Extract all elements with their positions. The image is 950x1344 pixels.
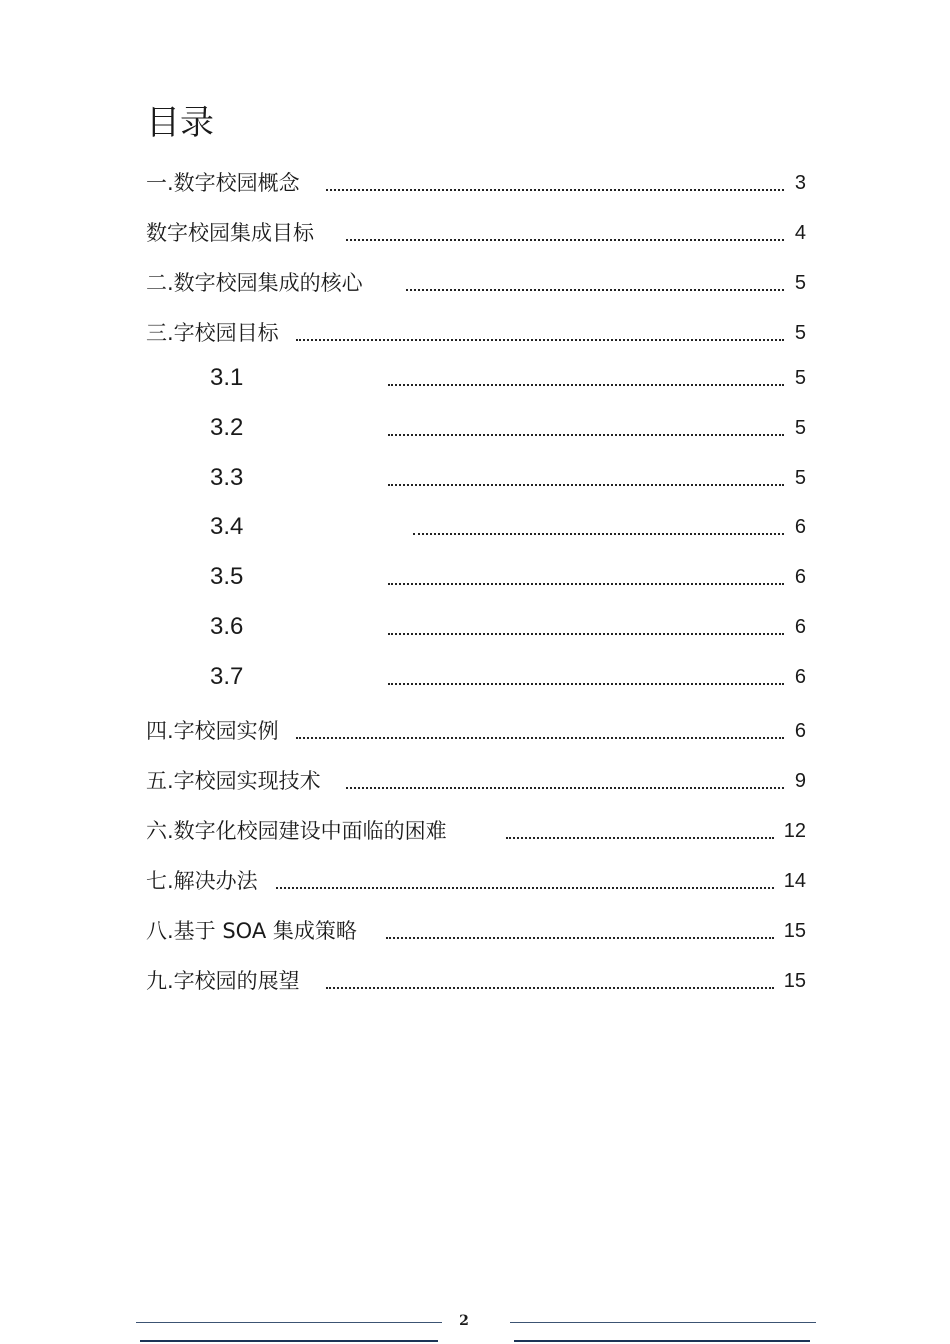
toc-entry-page: 14 (781, 866, 806, 896)
toc-entry[interactable] (146, 966, 806, 996)
toc-subentry[interactable] (146, 562, 806, 592)
toc-entry[interactable] (146, 218, 806, 248)
footer-rule-left-top (136, 1322, 442, 1323)
toc-subentry[interactable] (146, 512, 806, 542)
toc-subentry-label: 3.5 (210, 562, 247, 592)
toc-title: 目录 (146, 103, 214, 143)
toc-subentry-page: 6 (792, 612, 806, 642)
toc-entry-label: 八.基于 SOA 集成策略 (146, 916, 361, 946)
toc-entry-page: 12 (781, 816, 806, 846)
toc-subentry[interactable] (146, 662, 806, 692)
toc-subentry-label: 3.7 (210, 662, 247, 692)
toc-entry-page: 3 (792, 168, 806, 198)
toc-entry-label: 六.数字化校园建设中面临的困难 (146, 816, 451, 846)
toc-entry-page: 9 (792, 766, 806, 796)
toc-entry-page: 15 (781, 916, 806, 946)
toc-subentry-page: 5 (792, 463, 806, 493)
footer-page-number: 2 (459, 1313, 469, 1329)
toc-subentry-label: 3.4 (210, 512, 247, 542)
toc-entry-label: 五.字校园实现技术 (146, 766, 325, 796)
toc-subentry-page: 6 (792, 562, 806, 592)
toc-entry[interactable] (146, 268, 806, 298)
toc-entry-label: 九.字校园的展望 (146, 966, 304, 996)
toc-entry-label: 一.数字校园概念 (146, 168, 304, 198)
toc-entry[interactable] (146, 766, 806, 796)
toc-entry[interactable] (146, 168, 806, 198)
toc-entry-page: 4 (792, 218, 806, 248)
toc-entry[interactable] (146, 916, 806, 946)
footer-rule-left-bottom (140, 1340, 438, 1342)
toc-entry-label: 三.字校园目标 (146, 318, 283, 348)
toc-subentry-page: 5 (792, 363, 806, 393)
footer-rule-right-top (510, 1322, 816, 1323)
toc-entry-page: 6 (792, 716, 806, 746)
toc-entry-page: 5 (792, 268, 806, 298)
toc-subentry-label: 3.3 (210, 463, 247, 493)
toc-entry-label: 七.解决办法 (146, 866, 262, 896)
toc-subentry-label: 3.2 (210, 413, 247, 443)
toc-subentry[interactable] (146, 612, 806, 642)
toc-entry-page: 5 (792, 318, 806, 348)
toc-entry-label: 数字校园集成目标 (146, 218, 318, 248)
toc-subentry-label: 3.6 (210, 612, 247, 642)
toc-subentry-page: 6 (792, 662, 806, 692)
toc-entry-page: 15 (781, 966, 806, 996)
toc-subentry-page: 6 (792, 512, 806, 542)
toc-entry-label: 四.字校园实例 (146, 716, 283, 746)
toc-subentry[interactable] (146, 463, 806, 493)
footer-rule-right-bottom (514, 1340, 810, 1342)
toc-subentry-label: 3.1 (210, 363, 247, 393)
toc-entry[interactable] (146, 716, 806, 746)
toc-subentry[interactable] (146, 413, 806, 443)
toc-subentry-page: 5 (792, 413, 806, 443)
toc-entry[interactable] (146, 816, 806, 846)
toc-entry[interactable] (146, 318, 806, 348)
toc-subentry[interactable] (146, 363, 806, 393)
toc-entry[interactable] (146, 866, 806, 896)
toc-entry-label: 二.数字校园集成的核心 (146, 268, 367, 298)
